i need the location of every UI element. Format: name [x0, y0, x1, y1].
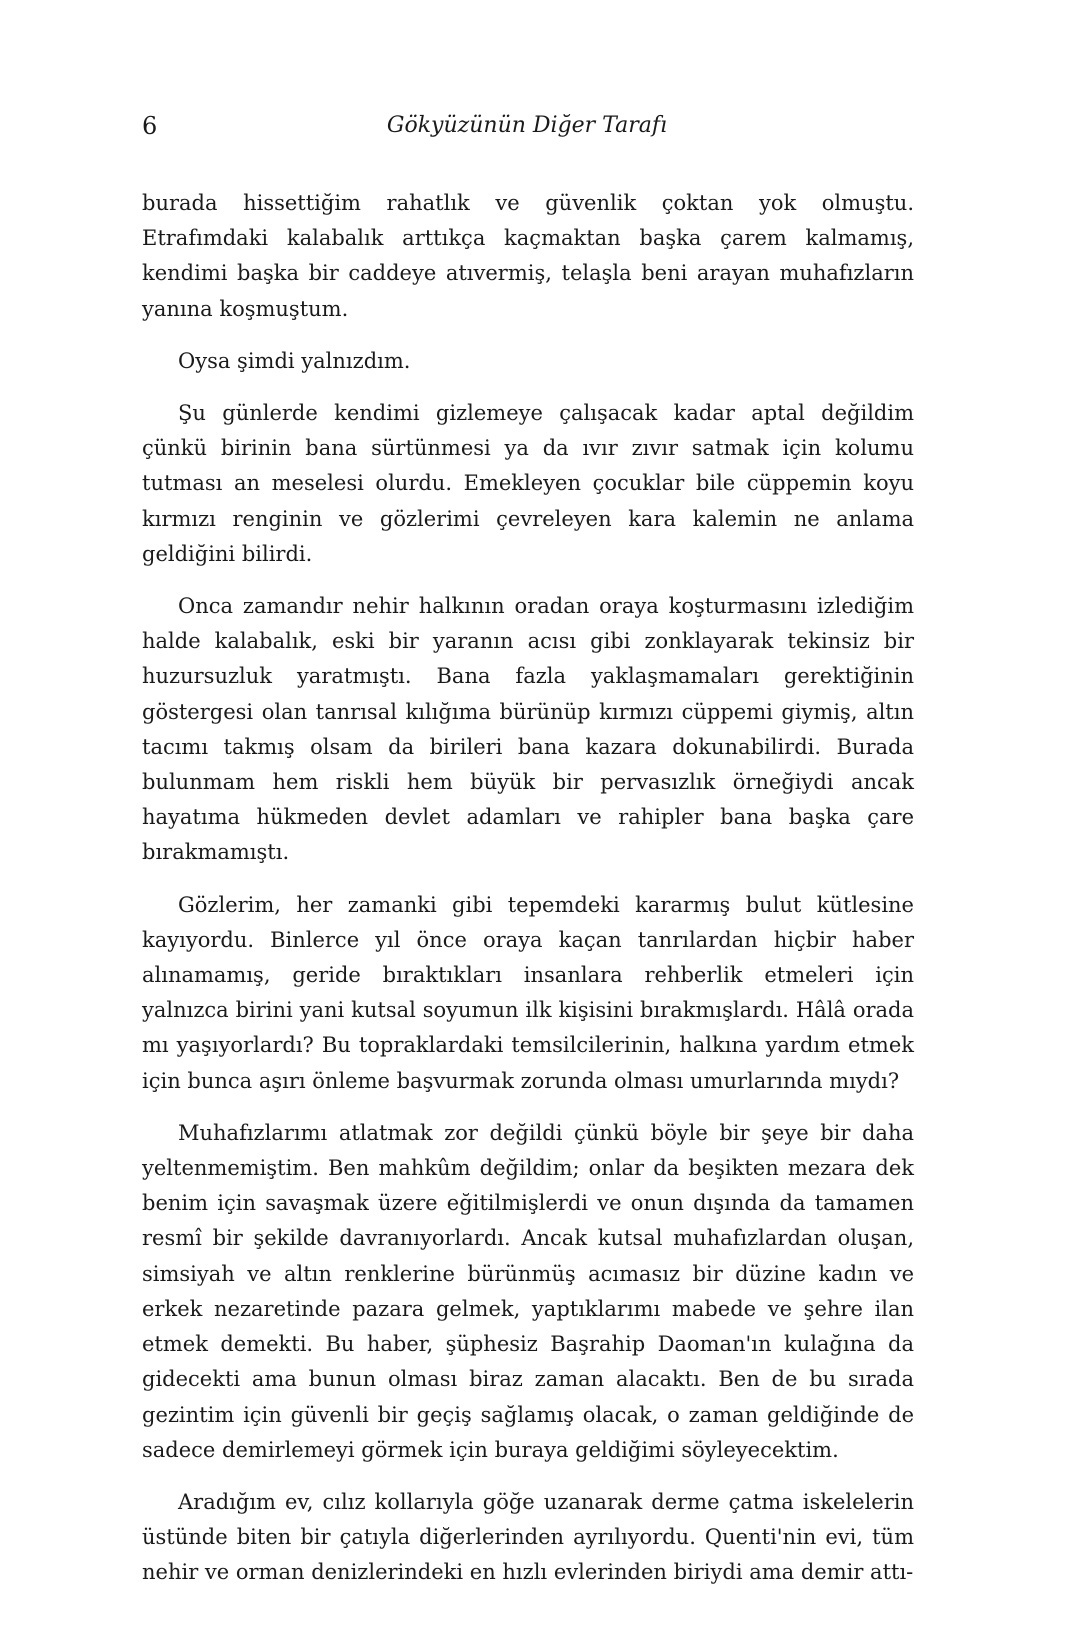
- running-title: Gökyüzünün Diğer Tarafı: [386, 113, 668, 138]
- page-header: [142, 110, 912, 150]
- page-number: 6: [142, 112, 158, 140]
- paragraph-6: Muhafızlarımı atlatmak zor değildi çünkü böyle bir şeye bir daha yeltenmemiştim. Ben mahkûm değildim; onlar da beşikten mezara dek benim için savaşmak üzere eğitilmişlerdi ve onun dışında da tamamen resmî bir şekilde davranıyorlardı. Ancak kutsal muhafızlardan oluşan, simsiyah ve altın renklerine bürünmüş acımasız bir düzine kadın ve erkek nezaretinde pazara gelmek, yaptıklarımı mabede ve şehre ilan etmek demekti. Bu haber, şüphesiz Başrahip Daoman'ın kulağına da gidecekti ama bunun olması biraz zaman alacaktı. Ben de bu sırada gezintim için güvenli bir geçiş sağlamış olacak, o zaman geldiğinde de sadece demirlemeyi görmek için buraya geldiğimi söyleyecektim.: [142, 1120, 914, 1462]
- paragraph-3: Şu günlerde kendimi gizlemeye çalışacak kadar aptal değildim çünkü birinin bana sürtünmesi ya da ıvır zıvır satmak için kolumu tutması an meselesi olurdu. Emekleyen çocuklar bile cüppemin koyu kırmızı renginin ve gözlerimi çevreleyen kara kalemin ne anlama geldiğini bilirdi.: [142, 401, 914, 566]
- paragraph-4: Onca zamandır nehir halkının oradan oraya koşturmasını izlediğim halde kalabalık, eski bir yaranın acısı gibi zonklayarak tekinsiz bir huzursuzluk yaratmıştı. Bana fazla yaklaşmamaları gerektiğinin göstergesi olan tanrısal kılığıma bürünüp kırmızı cüppemi giymiş, altın tacımı takmış olsam da birileri bana kazara dokunabilirdi. Burada bulunmam hem riskli hem büyük bir pervasızlık örneğiydi ancak hayatıma hükmeden devlet adamları ve rahipler bana başka çare bırakmamıştı.: [142, 594, 914, 865]
- body-text: [142, 186, 914, 1608]
- paragraph-1: burada hissettiğim rahatlık ve güvenlik çoktan yok olmuştu. Etrafımdaki kalabalık arttıkça kaçmaktan başka çarem kalmamış, kendimi başka bir caddeye atıvermiş, telaşla beni arayan muhafızların yanına koşmuştum.: [142, 191, 914, 321]
- paragraph-7: Aradığım ev, cılız kollarıyla göğe uzanarak derme çatma iskelelerin üstünde biten bir çatıyla diğerlerinden ayrılıyordu. Quenti'nin evi, tüm nehir ve orman denizlerindeki en hızlı evlerinden biriydi ama demir attı-: [142, 1489, 914, 1585]
- paragraph-2: Oysa şimdi yalnızdım.: [178, 348, 411, 373]
- paragraph-5: Gözlerim, her zamanki gibi tepemdeki kararmış bulut kütlesine kayıyordu. Binlerce yıl önce oraya kaçan tanrılardan hiçbir haber alınamamış, geride bıraktıkları insanlara rehberlik etmeleri için yalnızca birini yani kutsal soyumun ilk kişisini bırakmışlardı. Hâlâ orada mı yaşıyorlardı? Bu topraklardaki temsilcilerinin, halkına yardım etmek için bunca aşırı önleme başvurmak zorunda olması umurlarında mıydı?: [142, 892, 914, 1093]
